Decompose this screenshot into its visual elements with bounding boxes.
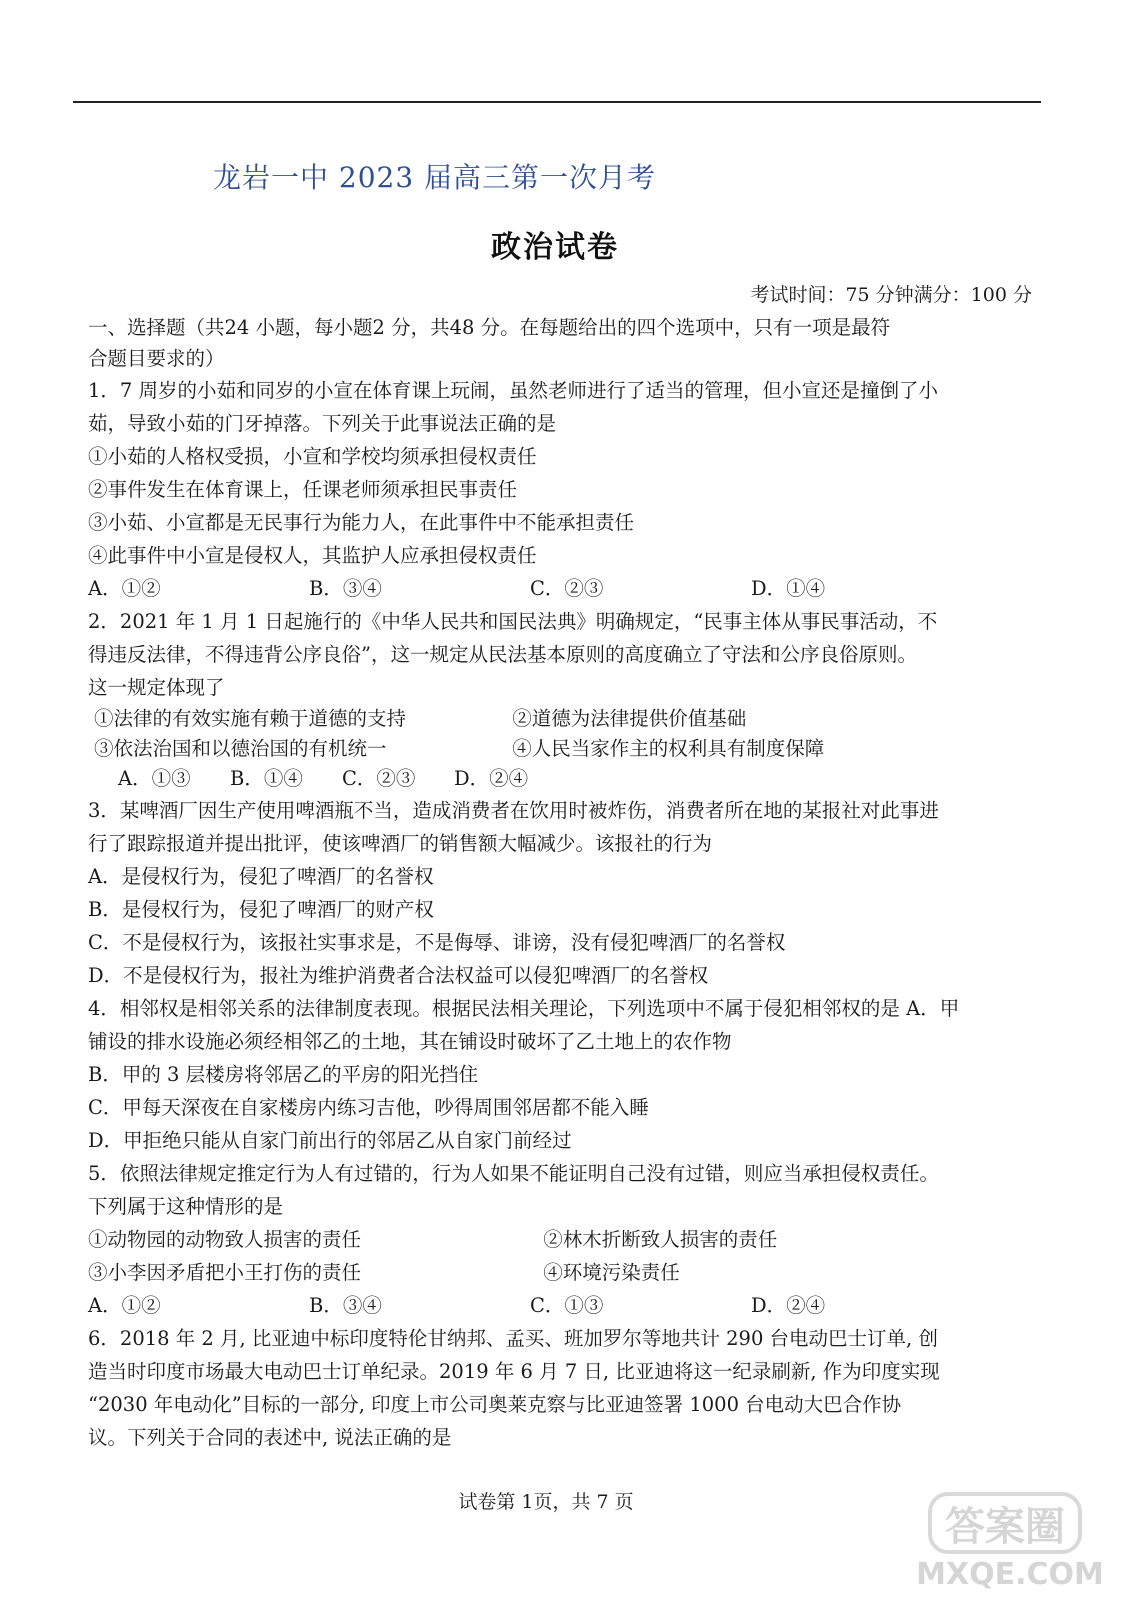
q2-statement-2: ②道德为法律提供价值基础 <box>512 707 747 730</box>
exam-title: 龙岩一中 2023 届高三第一次月考 <box>213 161 657 194</box>
q1-option-d: D．①④ <box>751 577 826 600</box>
q1-statement-2: ②事件发生在体育课上，任课老师须承担民事责任 <box>88 478 518 501</box>
q5-statement-2: ②林木折断致人损害的责任 <box>543 1228 778 1251</box>
q4-option-b: B．甲的 3 层楼房将邻居乙的平房的阳光挡住 <box>88 1063 479 1086</box>
q1-stem-line1: 1．7 周岁的小茹和同岁的小宣在体育课上玩闹，虽然老师进行了适当的管理，但小宣还是撞倒了小 <box>88 379 939 402</box>
q2-stem-line2: 得违反法律，不得违背公序良俗”，这一规定从民法基本原则的高度确立了守法和公序良俗原则。 <box>88 643 917 666</box>
q5-options <box>88 1289 1046 1322</box>
q5-statement-3: ③小李因矛盾把小王打伤的责任 <box>88 1261 362 1284</box>
question-content <box>88 311 1046 1454</box>
q2-stem-line1: 2．2021 年 1 月 1 日起施行的《中华人民共和国民法典》明确规定，“民事主体从事民事活动，不 <box>88 610 938 633</box>
q1-statement-4: ④此事件中小宣是侵权人，其监护人应承担侵权责任 <box>88 544 537 567</box>
q2-statement-1: ①法律的有效实施有赖于道德的支持 <box>94 707 407 730</box>
q4-stem-line1: 4．相邻权是相邻关系的法律制度表现。根据民法相关理论，下列选项中不属于侵犯相邻权的是 A．甲 <box>88 997 960 1020</box>
q3-option-c: C．不是侵权行为，该报社实事求是，不是侮辱、诽谤，没有侵犯啤酒厂的名誉权 <box>88 931 786 954</box>
q2-statement-3: ③依法治国和以德治国的有机统一 <box>94 737 387 760</box>
q6-stem-line3: “2030 年电动化”目标的一部分, 印度上市公司奥莱克察与比亚迪签署 1000 台电动大巴合作协 <box>88 1393 902 1416</box>
q5-stem-line1: 5．依照法律规定推定行为人有过错的，行为人如果不能证明自己没有过错，则应当承担侵权责任。 <box>88 1162 939 1185</box>
q5-statements-row2 <box>88 1256 1046 1289</box>
section-heading-line1: 一、选择题（共24 小题，每小题2 分，共48 分。在每题给出的四个选项中，只有一项是最符 <box>88 316 891 339</box>
q2-statements-row1 <box>88 704 1046 734</box>
q5-option-a: A．①② <box>88 1294 161 1317</box>
q3-stem-line2: 行了跟踪报道并提出批评，使该啤酒厂的销售额大幅减少。该报社的行为 <box>88 832 713 855</box>
q4-stem-line2: 铺设的排水设施必须经相邻乙的土地，其在铺设时破坏了乙土地上的农作物 <box>88 1030 732 1053</box>
top-rule <box>73 101 1041 103</box>
q5-statements-row1 <box>88 1223 1046 1256</box>
q2-option-b: B．①④ <box>230 767 303 790</box>
page-number: 试卷第 1页，共 7 页 <box>458 1491 634 1513</box>
q3-option-b: B．是侵权行为，侵犯了啤酒厂的财产权 <box>88 898 434 921</box>
q1-option-b: B．③④ <box>309 577 382 600</box>
q4-option-d: D．甲拒绝只能从自家门前出行的邻居乙从自家门前经过 <box>88 1129 572 1152</box>
section-heading-line2: 合题目要求的） <box>88 347 225 370</box>
q3-option-a: A．是侵权行为，侵犯了啤酒厂的名誉权 <box>88 865 434 888</box>
q6-stem-line4: 议。下列关于合同的表述中, 说法正确的是 <box>88 1426 452 1449</box>
q6-stem-line2: 造当时印度市场最大电动巴士订单纪录。2019 年 6 月 7 日, 比亚迪将这一纪录刷新, 作为印度实现 <box>88 1360 940 1383</box>
q5-option-c: C．①③ <box>530 1294 604 1317</box>
q5-option-b: B．③④ <box>309 1294 382 1317</box>
q2-option-a: A．①③ <box>118 767 191 790</box>
subject-title: 政治试卷 <box>491 230 619 265</box>
q1-options <box>88 572 1046 605</box>
q5-stem-line2: 下列属于这种情形的是 <box>88 1195 284 1218</box>
exam-info: 考试时间：75 分钟满分：100 分 <box>750 284 1032 306</box>
q5-statement-4: ④环境污染责任 <box>543 1261 680 1284</box>
q1-statement-1: ①小茹的人格权受损，小宣和学校均须承担侵权责任 <box>88 445 537 468</box>
q2-option-d: D．②④ <box>454 767 529 790</box>
q1-option-c: C．②③ <box>530 577 604 600</box>
watermark-top-text: 答案圈 <box>945 1504 1065 1550</box>
q4-option-c: C．甲每天深夜在自家楼房内练习吉他，吵得周围邻居都不能入睡 <box>88 1096 649 1119</box>
q5-statement-1: ①动物园的动物致人损害的责任 <box>88 1228 362 1251</box>
q2-statements-row2 <box>88 734 1046 764</box>
q2-options <box>88 764 1046 794</box>
q3-stem-line1: 3．某啤酒厂因生产使用啤酒瓶不当，造成消费者在饮用时被炸伤，消费者所在地的某报社对此事进 <box>88 799 939 822</box>
q2-stem-line3: 这一规定体现了 <box>88 676 225 699</box>
watermark-logo <box>910 1484 1115 1594</box>
q1-stem-line2: 茹，导致小茹的门牙掉落。下列关于此事说法正确的是 <box>88 412 557 435</box>
q1-option-a: A．①② <box>88 577 161 600</box>
q6-stem-line1: 6．2018 年 2 月, 比亚迪中标印度特伦甘纳邦、孟买、班加罗尔等地共计 290 台电动巴士订单, 创 <box>88 1327 938 1350</box>
q3-option-d: D．不是侵权行为，报社为维护消费者合法权益可以侵犯啤酒厂的名誉权 <box>88 964 709 987</box>
q5-option-d: D．②④ <box>751 1294 826 1317</box>
q1-statement-3: ③小茹、小宣都是无民事行为能力人，在此事件中不能承担责任 <box>88 511 635 534</box>
q2-statement-4: ④人民当家作主的权利具有制度保障 <box>512 737 825 760</box>
watermark-bottom-text: MXQE.COM <box>916 1557 1104 1592</box>
q2-option-c: C．②③ <box>342 767 416 790</box>
